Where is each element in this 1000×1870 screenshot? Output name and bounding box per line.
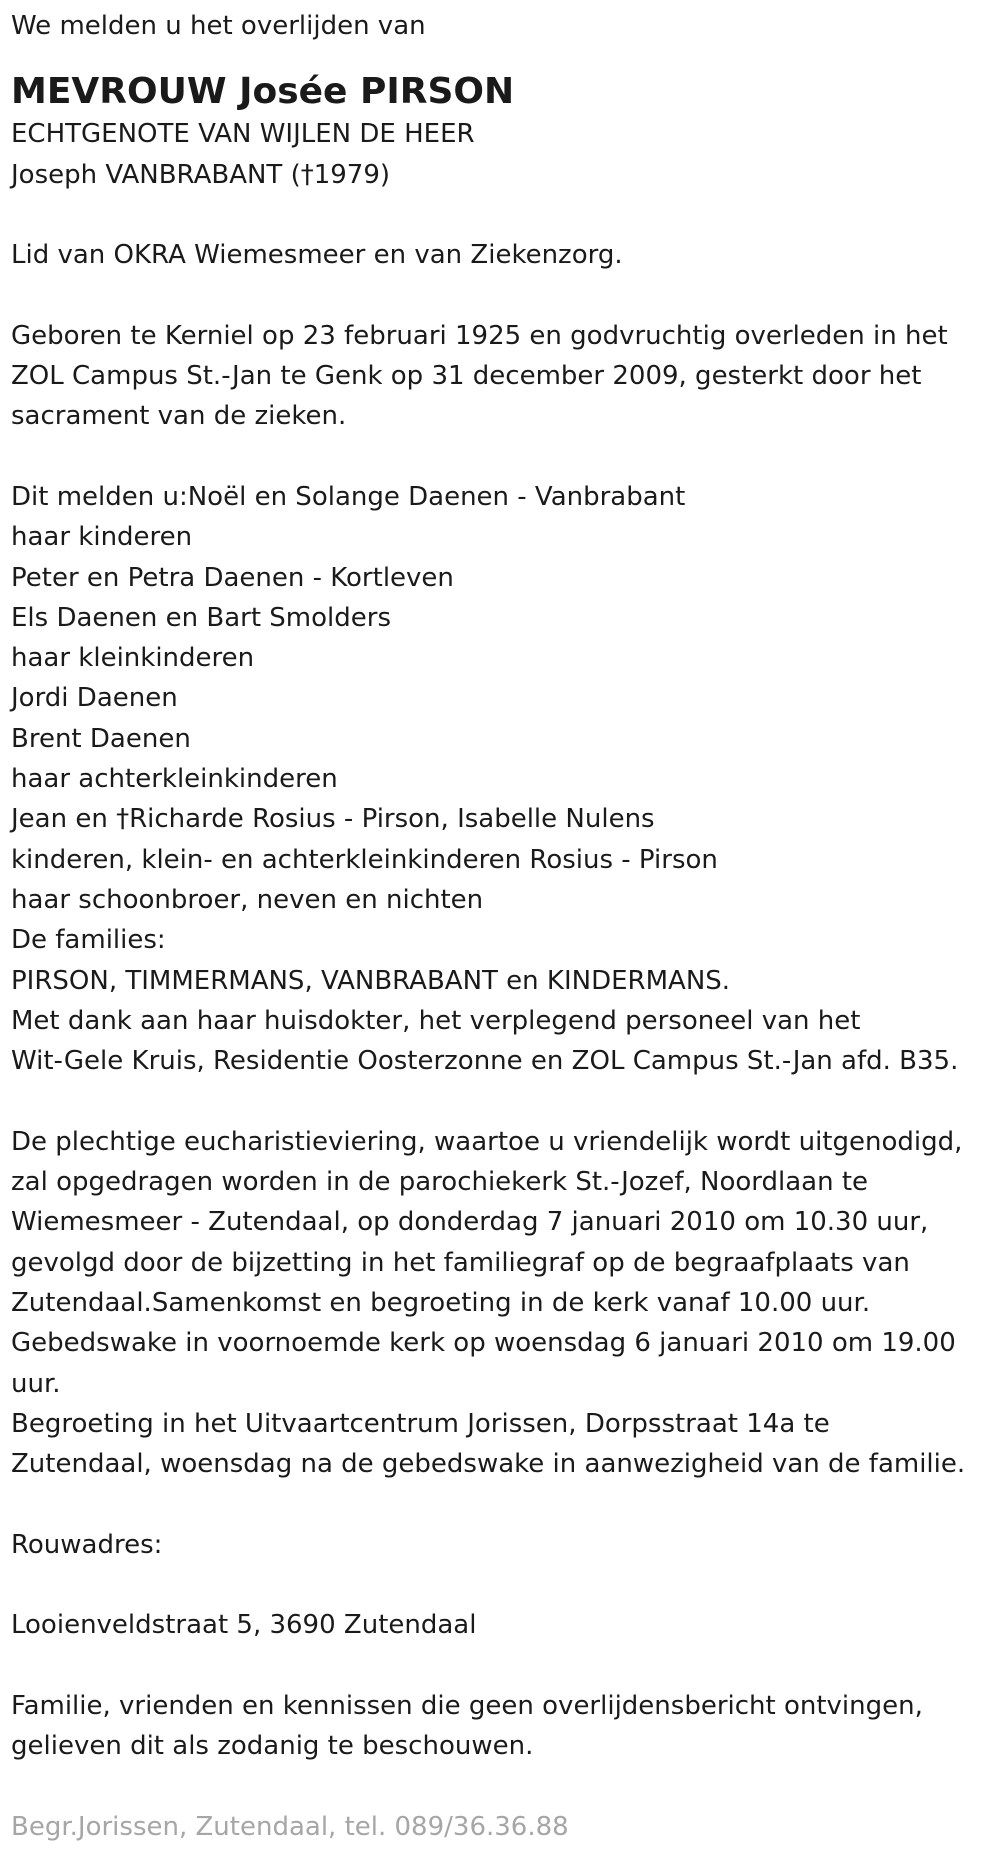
spacer: [11, 1081, 996, 1121]
address-label: Rouwadres:: [11, 1529, 163, 1560]
notice-paragraph: [11, 1686, 996, 1767]
spouse-line-2: Joseph VANBRABANT (†1979): [11, 159, 391, 190]
family-line: Jean en †Richarde Rosius - Pirson, Isabelle Nulens: [11, 804, 655, 835]
ceremony-line: Zutendaal.Samenkomst en begroeting in de kerk vanaf 10.00 uur.: [11, 1287, 871, 1318]
spouse-line-1: ECHTGENOTE VAN WIJLEN DE HEER: [11, 119, 475, 150]
spacer: [11, 275, 996, 315]
funeral-home-footer: Begr.Jorissen, Zutendaal, tel. 089/36.36.88: [11, 1811, 569, 1842]
paragraph-line: ZOL Campus St.-Jan te Genk op 31 december 2009, gesterkt door het: [11, 361, 922, 392]
spacer: [11, 1646, 996, 1686]
ceremony-line: Zutendaal, woensdag na de gebedswake in aanwezigheid van de familie.: [11, 1449, 966, 1480]
spacer: [11, 437, 996, 477]
notice-line: Familie, vrienden en kennissen die geen overlijdensbericht ontvingen,: [11, 1690, 923, 1721]
family-line: De families:: [11, 925, 166, 956]
family-line: Jordi Daenen: [11, 683, 178, 714]
ceremony-paragraph: [11, 1122, 996, 1485]
paragraph-line: sacrament van de zieken.: [11, 401, 347, 432]
family-line: Els Daenen en Bart Smolders: [11, 602, 391, 633]
ceremony-line: Wiemesmeer - Zutendaal, op donderdag 7 januari 2010 om 10.30 uur,: [11, 1207, 929, 1238]
ceremony-line: zal opgedragen worden in de parochiekerk St.-Jozef, Noordlaan te: [11, 1167, 869, 1198]
spacer: [11, 1484, 996, 1524]
ceremony-line: uur.: [11, 1368, 61, 1399]
family-list: [11, 477, 996, 1081]
family-line: haar achterkleinkinderen: [11, 764, 338, 795]
address-text: Looienveldstraat 5, 3690 Zutendaal: [11, 1610, 477, 1641]
family-line: Peter en Petra Daenen - Kortleven: [11, 562, 454, 593]
family-line: haar kleinkinderen: [11, 643, 255, 674]
death-notice: [11, 6, 996, 1847]
birth-death-paragraph: [11, 316, 996, 437]
ceremony-line: Begroeting in het Uitvaartcentrum Jorissen, Dorpsstraat 14a te: [11, 1408, 830, 1439]
membership-text: Lid van OKRA Wiemesmeer en van Ziekenzorg.: [11, 240, 623, 271]
ceremony-line: gevolgd door de bijzetting in het familiegraf op de begraafplaats van: [11, 1247, 910, 1278]
notice-line: gelieven dit als zodanig te beschouwen.: [11, 1731, 534, 1762]
intro-text: We melden u het overlijden van: [11, 11, 426, 41]
spacer: [11, 195, 996, 235]
family-line: haar schoonbroer, neven en nichten: [11, 884, 484, 915]
deceased-name: MEVROUW Josée PIRSON: [11, 71, 515, 113]
family-line: haar kinderen: [11, 522, 193, 553]
spacer: [11, 1565, 996, 1605]
family-line: PIRSON, TIMMERMANS, VANBRABANT en KINDERMANS.: [11, 965, 731, 996]
spacer: [11, 1766, 996, 1806]
family-line: kinderen, klein- en achterkleinkinderen Rosius - Pirson: [11, 844, 718, 875]
paragraph-line: Geboren te Kerniel op 23 februari 1925 en godvruchtig overleden in het: [11, 320, 948, 351]
family-line: Wit-Gele Kruis, Residentie Oosterzonne en ZOL Campus St.-Jan afd. B35.: [11, 1046, 959, 1077]
family-line: Brent Daenen: [11, 723, 191, 754]
family-line: Met dank aan haar huisdokter, het verplegend personeel van het: [11, 1005, 861, 1036]
family-line: Dit melden u:Noël en Solange Daenen - Vanbrabant: [11, 481, 686, 512]
ceremony-line: Gebedswake in voornoemde kerk op woensdag 6 januari 2010 om 19.00: [11, 1328, 956, 1359]
ceremony-line: De plechtige eucharistieviering, waartoe u vriendelijk wordt uitgenodigd,: [11, 1126, 963, 1157]
